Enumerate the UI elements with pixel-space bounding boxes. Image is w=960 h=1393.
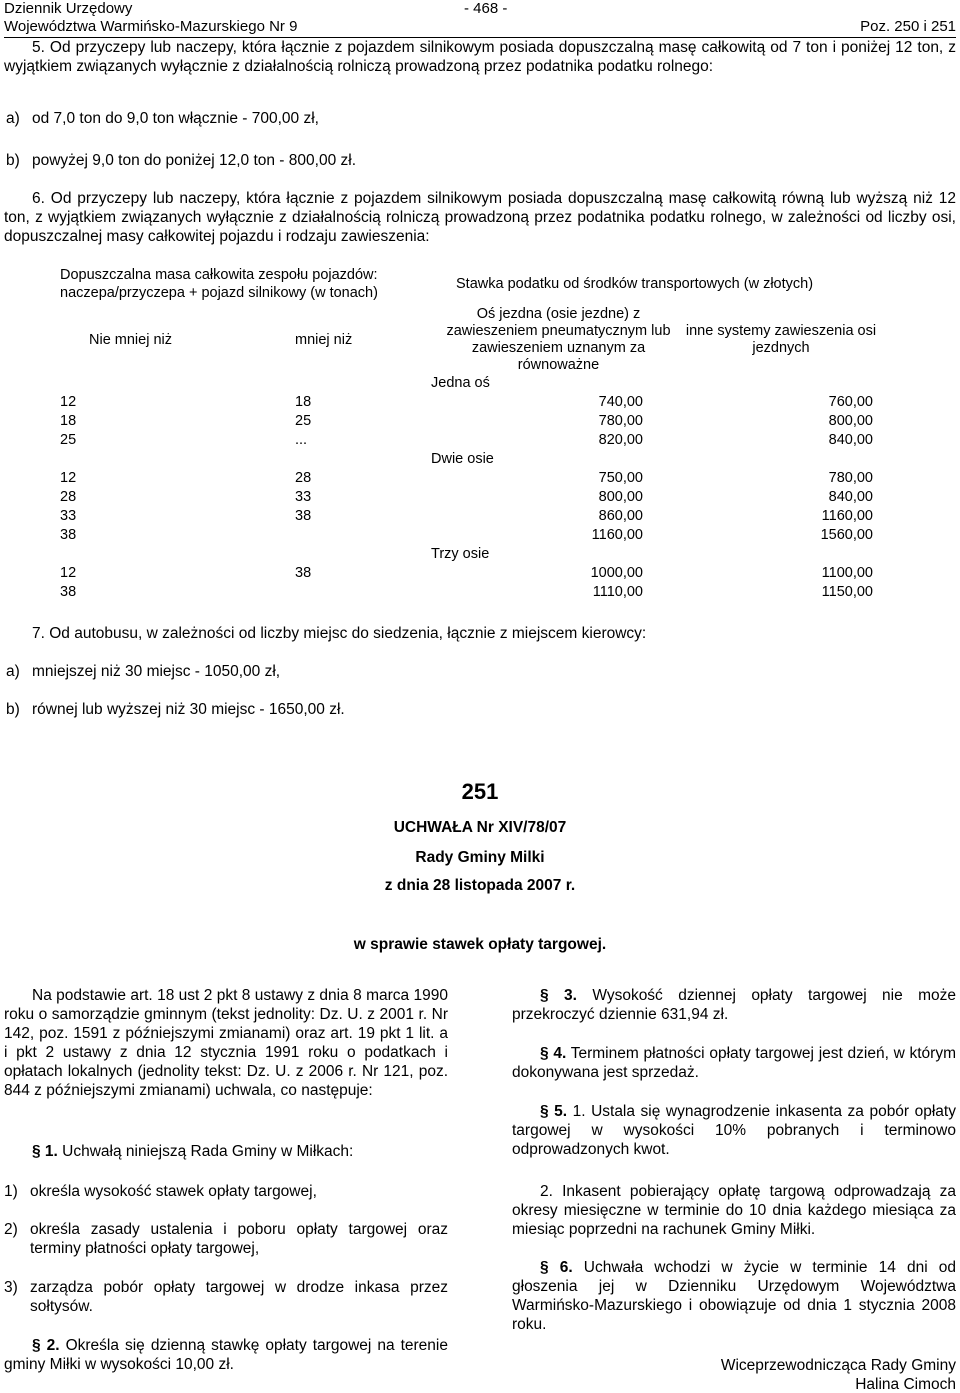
group-title-cell: Trzy osie [431,546,490,562]
par1-item-1: 1) określa wysokość stawek opłaty targowej, [4,1183,317,1200]
cell-other: 1160,00 [821,508,873,524]
section-7-item-b: b) równej lub wyższej niż 30 miejsc - 1650,00 zł. [6,701,345,718]
paragraph-5: § 5. 1. Ustala się wynagrodzenie inkasenta za pobór opłaty targowej w wysokości 10% pobranych i terminowo odprowadzonych kwot. [512,1103,956,1158]
table-row [56,564,881,583]
tax-rate-table [56,262,881,602]
col-header-other: inne systemy zawieszenia osi jezdnych [685,323,877,356]
table-row [56,412,881,431]
signature-name: Halina Cimoch [855,1376,956,1393]
cell-pneumatic: 1000,00 [590,565,643,581]
par1-item-3: 3) zarządza pobór opłaty targowej w drodze inkasa przez sołtysów. [4,1279,448,1315]
cell-min: 18 [60,413,77,429]
resolution-body: Rady Gminy Milki [415,849,545,866]
paragraph-2: § 2. Określa się dzienną stawkę opłaty targowej na terenie gminy Miłki w wysokości 10,00 zł. [4,1337,448,1373]
section-7-paragraph: 7. Od autobusu, w zależności od liczby miejsc do siedzenia, łącznie z miejscem kierowcy: [32,625,647,642]
resolution-date: z dnia 28 listopada 2007 r. [384,877,576,894]
table-row [56,507,881,526]
cell-pneumatic: 820,00 [598,432,643,448]
cell-other: 800,00 [828,413,873,429]
cell-max: ... [295,432,308,448]
cell-other: 1560,00 [820,527,873,543]
paragraph-6: § 6. Uchwała wchodzi w życie w terminie 14 dni od głoszenia jej w Dzienniku Urzędowym Województwa Warmińsko-Mazurskiego i obowiązuje od dnia 1 stycznia 2008 roku. [512,1259,957,1333]
table-header-mass: Dopuszczalna masa całkowita zespołu pojazdów: naczepa/przyczepa + pojazd silnikowy (w tonach) [60,267,378,301]
cell-min: 12 [60,565,77,581]
table-row [56,431,881,450]
cell-min: 33 [60,508,77,524]
table-row [56,469,881,488]
table-row [56,393,881,412]
resolution-subject: w sprawie stawek opłaty targowej. [353,936,607,953]
group-title-cell: Dwie osie [431,451,494,467]
cell-other: 1100,00 [821,565,873,581]
cell-max: 28 [295,470,312,486]
table-group-title [56,450,881,469]
cell-pneumatic: 740,00 [598,394,643,410]
table-row [56,488,881,507]
cell-min: 12 [60,470,77,486]
resolution-title: UCHWAŁA Nr XIV/78/07 [393,819,567,836]
cell-min: 12 [60,394,77,410]
section-5-paragraph: 5. Od przyczepy lub naczepy, która łącznie z pojazdem silnikowym posiada dopuszczalną masę całkowitą od 7 ton i poniżej 12 ton, z wyjątkiem związanych wyłącznie z działalnością rolniczą prowadzoną przez podatnika podatku rolnego: [4,39,956,75]
cell-max: 18 [295,394,312,410]
group-title-cell: Jedna oś [431,375,490,391]
col-header-pneumatic: Oś jezdna (osie jezdne) z zawieszeniem pneumatycznym lub zawieszeniem uznanym za równoważne [446,306,671,373]
cell-max: 33 [295,489,312,505]
cell-max: 38 [295,508,312,524]
cell-pneumatic: 780,00 [598,413,643,429]
section-5-item-b: b) powyżej 9,0 ton do poniżej 12,0 ton - 800,00 zł. [6,152,356,169]
col-header-min: Nie mniej niż [89,331,172,348]
cell-min: 25 [60,432,77,448]
paragraph-1: § 1. Uchwałą niniejszą Rada Gminy w Miłkach: [32,1143,354,1160]
preamble: Na podstawie art. 18 ust 2 pkt 8 ustawy z dnia 8 marca 1990 roku o samorządzie gminnym (tekst jednolity: Dz. U. z 2001 r. Nr 142, poz. 1591 z późniejszymi zmianami) oraz art. 19 pkt 1 lit. a i pkt 2 ustawy z dnia 12 stycznia 1991 roku o podatkach i opłatach lokalnych (jednolity tekst: Dz. U. z 2006 r. Nr 121, poz. 844 z późniejszymi zmianami) uchwala, co następuje: [4,987,448,1099]
par1-item-2: 2) określa zasady ustalenia i poboru opłaty targowej oraz terminy płatności opłaty targowej, [4,1221,448,1257]
table-row [56,526,881,545]
cell-pneumatic: 800,00 [598,489,643,505]
cell-max: 38 [295,565,312,581]
paragraph-5-point-2: 2. Inkasent pobierający opłatę targową odprowadzają za okresy miesięczne w terminie do 10 dnia każdego miesiąca za miesiąc poprzedni na rachunek Gminy Miłki. [512,1183,956,1238]
col-header-max: mniej niż [295,331,353,348]
cell-pneumatic: 1110,00 [592,584,643,600]
cell-min: 28 [60,489,77,505]
paragraph-4: § 4. Terminem płatności opłaty targowej jest dzień, w którym dokonywana jest sprzedaż. [512,1045,957,1081]
cell-max [241,583,436,602]
cell-other: 1150,00 [821,584,873,600]
section-6-paragraph: 6. Od przyczepy lub naczepy, która łącznie z pojazdem silnikowym posiada dopuszczalną masę całkowitą równą lub wyższą niż 12 ton, z wyjątkiem związanych wyłącznie z działalnością rolniczą prowadzoną przez podatnika podatku rolnego, w zależności od liczby osi, dopuszczalnej masy całkowitej pojazdu i rodzaju zawieszenia: [4,190,956,245]
journal-title: Dziennik Urzędowy [4,0,133,17]
table-header-rate: Stawka podatku od środków transportowych (w złotych) [456,275,814,292]
cell-other: 760,00 [828,394,873,410]
cell-other: 780,00 [828,470,873,486]
table-group-title [56,374,881,393]
paragraph-3: § 3. Wysokość dziennej opłaty targowej nie może przekroczyć dziennie 631,94 zł. [512,987,956,1023]
section-5-item-a: a) od 7,0 ton do 9,0 ton włącznie - 700,00 zł, [6,110,319,127]
signature-title: Wiceprzewodnicząca Rady Gminy [720,1357,956,1374]
cell-other: 840,00 [828,432,873,448]
page-number: - 468 - [464,0,508,17]
journal-region: Województwa Warmińsko-Mazurskiego Nr 9 [4,18,298,35]
table-group-title [56,545,881,564]
cell-min: 38 [60,527,77,543]
resolution-number: 251 [461,779,499,804]
cell-pneumatic: 1160,00 [591,527,643,543]
page-header [4,0,956,36]
cell-max [241,526,436,545]
section-7-item-a: a) mniejszej niż 30 miejsc - 1050,00 zł, [6,663,281,680]
position-ref: Poz. 250 i 251 [860,18,956,35]
cell-pneumatic: 750,00 [598,470,643,486]
cell-max: 25 [295,413,312,429]
cell-min: 38 [60,584,77,600]
cell-pneumatic: 860,00 [598,508,643,524]
table-row [56,583,881,602]
table-body [56,374,881,602]
cell-other: 840,00 [828,489,873,505]
